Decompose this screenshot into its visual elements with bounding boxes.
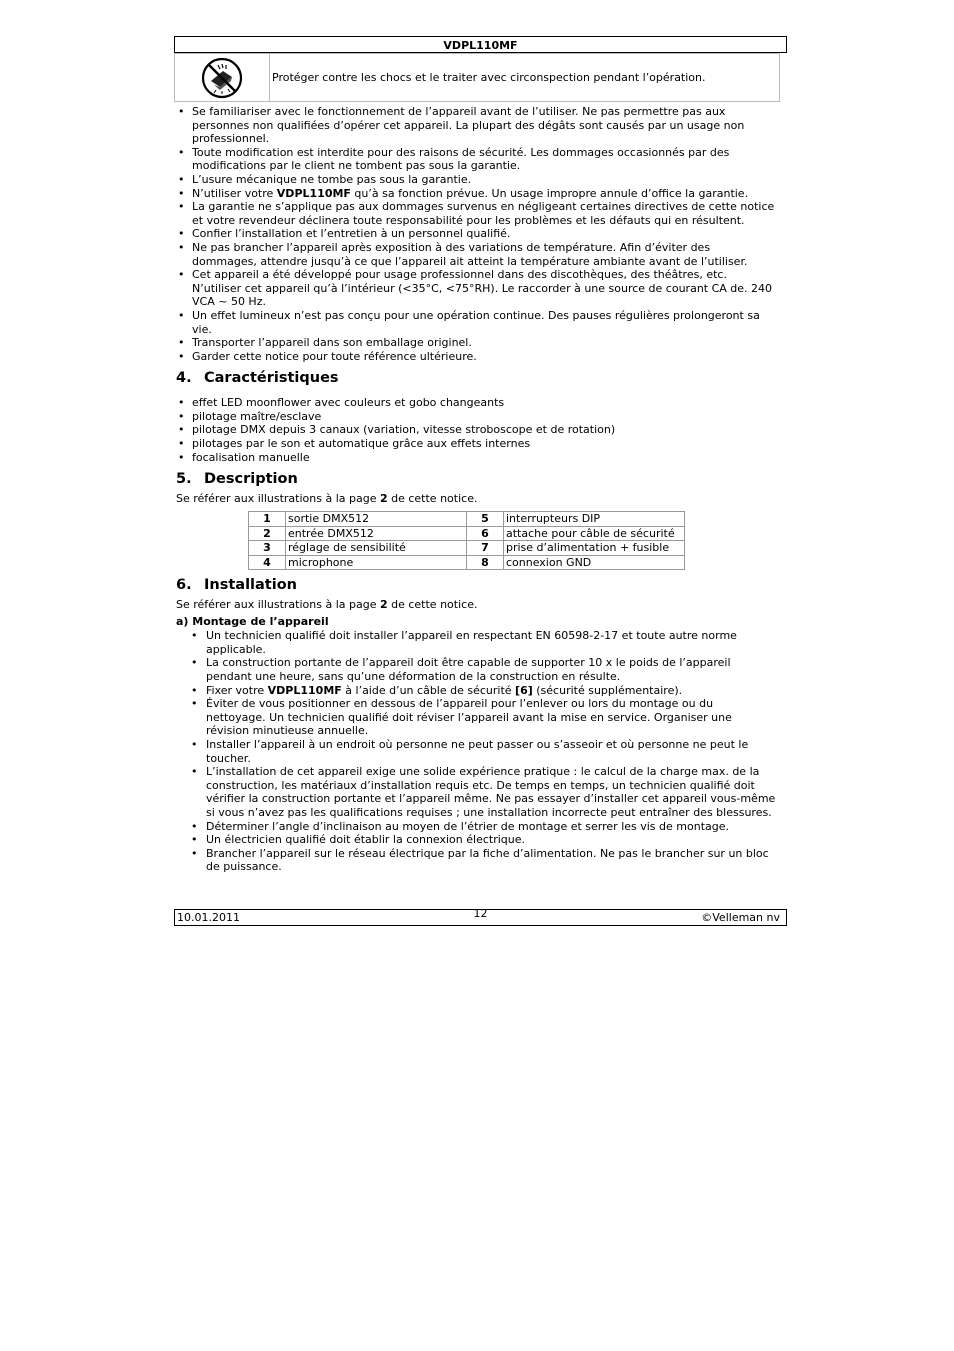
list-item: • Brancher l’appareil sur le réseau électrique par la fiche d’alimentation. Ne pas le brancher sur un bloc de puissance.	[176, 847, 776, 874]
list-item: • La construction portante de l’appareil doit être capable de supporter 10 x le poids de l’appareil pendant une heure, sans qu’une déformation de la construction en résulte.	[176, 656, 776, 683]
page-header-model: VDPL110MF	[174, 36, 787, 53]
list-item: • Déterminer l’angle d’inclinaison au moyen de l’étrier de montage et serrer les vis de montage.	[176, 820, 776, 834]
installation-intro: Se référer aux illustrations à la page 2 de cette notice.	[176, 598, 478, 612]
list-item: • Fixer votre VDPL110MF à l’aide d’un câble de sécurité [6] (sécurité supplémentaire).	[176, 684, 776, 698]
list-item: • Éviter de vous positionner en dessous de l’appareil pour l’enlever ou lors du montage ou du nettoyage. Un technicien qualifié doit réviser l’appareil avant la mise en service. Organiser une révision minutieuse annuelle.	[176, 697, 776, 738]
model-name: VDPL110MF	[276, 186, 351, 200]
list-item: • Un technicien qualifié doit installer l’appareil en respectant EN 60598-2-17 et toute autre norme applicable.	[176, 629, 776, 656]
list-item: • Transporter l’appareil dans son emballage originel.	[176, 336, 776, 350]
list-item: • Garder cette notice pour toute référence ultérieure.	[176, 350, 776, 364]
list-item: • Toute modification est interdite pour des raisons de sécurité. Les dommages occasionnés par des modifications par le client ne tombent pas sous la garantie.	[176, 146, 776, 173]
list-item: • pilotage maître/esclave	[176, 410, 776, 424]
list-item: • focalisation manuelle	[176, 451, 776, 465]
list-item: • Cet appareil a été développé pour usage professionnel dans des discothèques, des théâtres, etc. N’utiliser cet appareil qu’à l’intérieur (<35°C, <75°RH). Le raccorder à une source de courant CA de. 240 VCA ~ 50 Hz.	[176, 268, 776, 309]
list-item: • L’installation de cet appareil exige une solide expérience pratique : le calcul de la charge max. de la construction, les matériaux d’installation requis etc. De temps en temps, un technicien qualifié doit vérifier la construction portante et l’appareil même. Ne pas essayer d’installer cet appareil vous-même si vous n’avez pas les qualifications requises ; une installation incorrecte peut entraîner des blessures.	[176, 765, 776, 819]
warning-box	[174, 53, 780, 102]
list-item: • Un effet lumineux n’est pas conçu pour une opération continue. Des pauses régulières prolongeront sa vie.	[176, 309, 776, 336]
installation-list	[176, 629, 776, 874]
warning-text: Protéger contre les chocs et le traiter avec circonspection pendant l’opération.	[272, 71, 706, 84]
list-item: • N’utiliser votre VDPL110MF qu’à sa fonction prévue. Un usage impropre annule d’office la garantie.	[176, 187, 776, 201]
table-row: 2 entrée DMX512 6 attache pour câble de sécurité	[249, 526, 685, 541]
list-item: • La garantie ne s’applique pas aux dommages survenus en négligeant certaines directives de cette notice et votre revendeur déclinera toute responsabilité pour les problèmes et les défauts qui en résultent.	[176, 200, 776, 227]
table-row: 1 sortie DMX512 5 interrupteurs DIP	[249, 512, 685, 527]
list-item: • pilotage DMX depuis 3 canaux (variation, vitesse stroboscope et de rotation)	[176, 423, 776, 437]
section-heading-description: 5. Description	[176, 471, 298, 488]
list-item: • Ne pas brancher l’appareil après exposition à des variations de température. Afin d’éviter des dommages, attendre jusqu’à ce que l’appareil ait atteint la température ambiante avant de l’utiliser.	[176, 241, 776, 268]
list-item: • effet LED moonflower avec couleurs et gobo changeants	[176, 396, 776, 410]
list-item: • Se familiariser avec le fonctionnement de l’appareil avant de l’utiliser. Ne pas permettre pas aux personnes non qualifiées d’opérer cet appareil. La plupart des dégâts sont causés par un usage non professionnel.	[176, 105, 776, 146]
parts-table	[248, 511, 685, 570]
subheading-mounting: a) Montage de l’appareil	[176, 615, 329, 629]
page-footer	[174, 909, 787, 926]
list-item: • Installer l’appareil à un endroit où personne ne peut passer ou s’asseoir et où personne ne peut le toucher.	[176, 738, 776, 765]
table-row: 3 réglage de sensibilité 7 prise d’alimentation + fusible	[249, 541, 685, 556]
footer-page-number: 12	[473, 907, 488, 920]
list-item: • Un électricien qualifié doit établir la connexion électrique.	[176, 833, 776, 847]
section-heading-installation: 6. Installation	[176, 577, 297, 594]
features-list	[176, 396, 776, 464]
general-safety-list	[176, 105, 776, 363]
list-item: • pilotages par le son et automatique grâce aux effets internes	[176, 437, 776, 451]
description-intro: Se référer aux illustrations à la page 2 de cette notice.	[176, 492, 478, 506]
section-heading-features: 4. Caractéristiques	[176, 370, 339, 387]
table-row: 4 microphone 8 connexion GND	[249, 555, 685, 570]
main-content	[176, 105, 776, 874]
footer-date: 10.01.2011	[177, 911, 240, 924]
warning-icon-cell	[175, 54, 270, 101]
footer-copyright: ©Velleman nv	[701, 911, 780, 924]
list-item: • L’usure mécanique ne tombe pas sous la garantie.	[176, 173, 776, 187]
list-item: • Confier l’installation et l’entretien à un personnel qualifié.	[176, 227, 776, 241]
no-shock-icon	[201, 57, 243, 99]
